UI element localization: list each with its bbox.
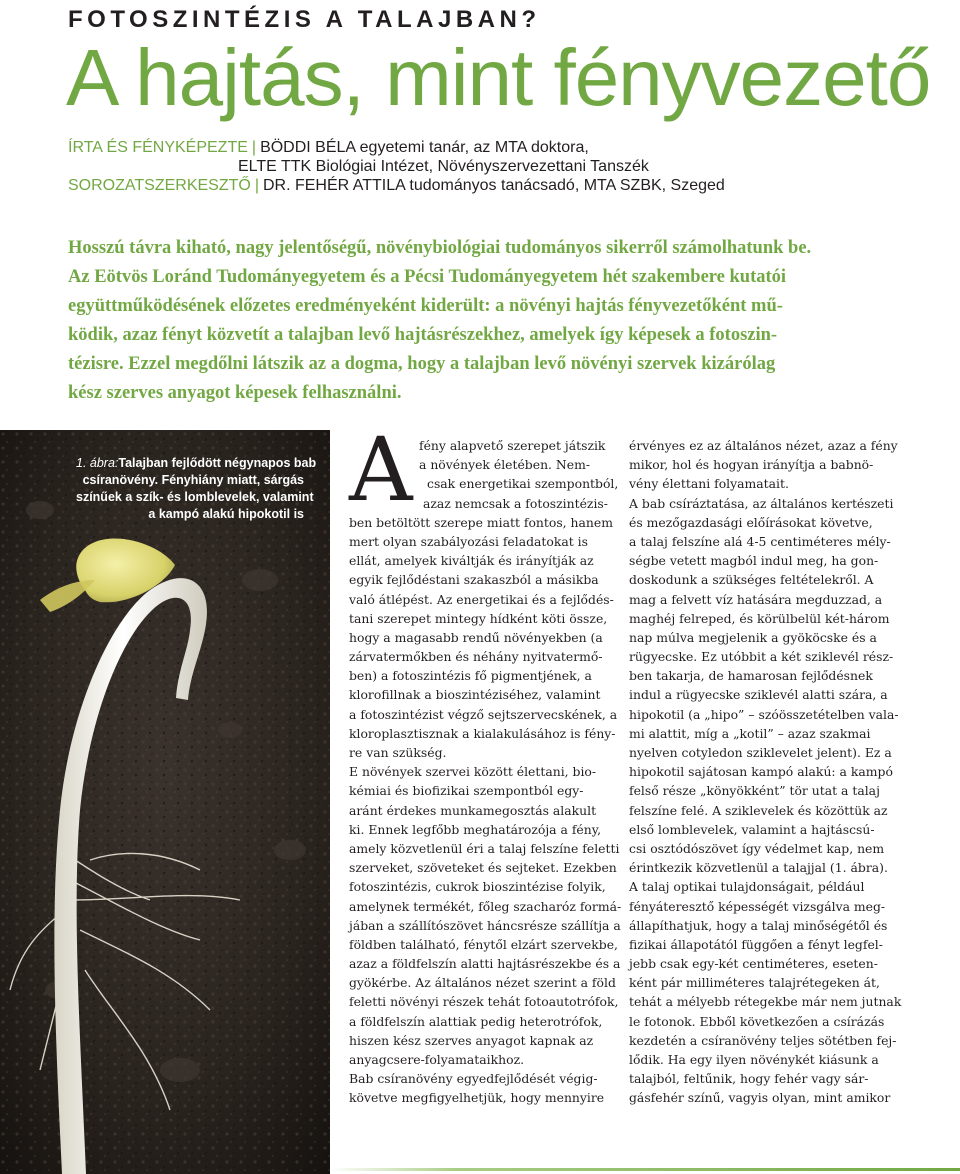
author-name: BÖDDI BÉLA egyetemi tanár, az MTA doktora,	[260, 139, 589, 156]
credit-separator: |	[254, 177, 259, 194]
body-line: a növények életében. Nem-	[419, 457, 591, 473]
body-line: kémiai és biofizikai szempontból egy-	[349, 783, 584, 799]
body-line: Bab csíranövény egyedfejlődését végig-	[349, 1071, 598, 1087]
body-line: követve megfigyelhetjük, hogy mennyire	[349, 1090, 605, 1106]
body-line: anyagcsere-folyamataikhoz.	[349, 1052, 525, 1067]
body-line: aránt érdekes munkamegosztás alakult	[349, 802, 597, 818]
body-line: felső része „könyökként” tör utat a talaj	[629, 783, 880, 799]
body-line: rügyecske. Ez utóbbit a két sziklevél rész-	[629, 649, 894, 665]
body-line: lődik. Ha egy ilyen növénykét kiásunk a	[629, 1052, 879, 1067]
footer-rule	[330, 1168, 960, 1171]
body-line: gásfehér színű, vagyis olyan, mint amikor	[629, 1090, 891, 1106]
author-affiliation: ELTE TTK Biológiai Intézet, Növényszervezettani Tanszék	[238, 158, 649, 175]
body-line: a földfelszín alattiak pedig heterotrófok,	[349, 1013, 603, 1029]
body-line: amely közvetlenül éri a talaj felszíne feletti	[349, 840, 620, 856]
lead-line: Hosszú távra kiható, nagy jelentőségű, növénybiológiai tudományos sikerről számolhatunk be.	[68, 238, 812, 258]
lead-line: tézisre. Ezzel megdőlni látszik az a dogma, hogy a talajban levő növényi szervek kizárólag	[68, 354, 776, 374]
body-line: ki. Ennek legfőbb meghatározója a fény,	[349, 821, 602, 837]
body-line: amelynek termékét, főleg szacharóz formá-	[349, 898, 622, 914]
body-line: földben található, fénytől elzárt szervekbe,	[349, 936, 618, 952]
body-line: mert olyan szabályozási feladatokat is	[349, 533, 589, 549]
body-line: doskodunk a szükséges feltételekről. A	[629, 572, 874, 588]
body-line: E növények szervei között élettani, bio-	[349, 764, 597, 780]
lead-line: Az Eötvös Loránd Tudományegyetem és a Pécsi Tudományegyetem hét szakembere kutatói	[68, 267, 787, 287]
body-line: azaz nemcsak a fotoszintézis-	[423, 495, 608, 511]
drop-cap: A	[349, 418, 413, 521]
author-label: ÍRTA ÉS FÉNYKÉPEZTE	[68, 139, 248, 156]
body-line: csak energetikai szempontból,	[427, 476, 619, 492]
body-line: le fotonok. Ebből következően a csírázás	[629, 1013, 885, 1029]
body-line: ségbe vetett magból indul meg, ha gon-	[629, 553, 879, 569]
lead-line: együttműködésének előzetes eredményeként kiderült: a növényi hajtás fényvezetőként mű-	[68, 296, 783, 316]
body-line: fizikai állapotától függően a fényt legfel-	[629, 936, 883, 952]
body-line: tani szerepet mintegy hídként köti össze,	[349, 610, 608, 626]
body-line: mag a felvett víz hatására megduzzad, a	[629, 591, 883, 607]
body-line: klorofillnak a bioszintéziséhez, valamint	[349, 687, 601, 703]
body-line: mikor, hol és hogyan irányítja a babnö-	[629, 457, 874, 473]
body-line: ben takarja, de hamarosan fejlődésnek	[629, 668, 873, 684]
body-line: feletti növényi részek tehát fotoautotrófok,	[349, 994, 619, 1010]
caption-line-1	[76, 455, 317, 472]
body-column-right	[629, 436, 902, 1108]
section-kicker: FOTOSZINTÉZIS A TALAJBAN?	[68, 6, 541, 33]
lead-line: ködik, azaz fényt közvetít a talajban levő hajtásrészekhez, amelyek így képesek a fotoszin-	[68, 325, 778, 345]
body-line: érvényes ez az általános nézet, azaz a fény	[629, 438, 898, 453]
body-line: fény alapvető szerepet játszik	[419, 438, 606, 453]
editor-name: DR. FEHÉR ATTILA tudományos tanácsadó, MTA SZBK, Szeged	[262, 177, 725, 194]
body-line: mi alattit, míg a „kotil” – azaz szakmai	[629, 725, 871, 741]
body-column-middle	[349, 436, 622, 1108]
editor-label: SOROZATSZERKESZTŐ	[68, 177, 251, 194]
caption-line: a kampó alakú hipokotil is	[148, 507, 304, 521]
body-line: hipokotil (a „hipo” – szóösszetételben vala-	[629, 706, 899, 722]
body-line: gyökérbe. Az általános nézet szerint a föld	[349, 975, 616, 991]
body-line: ben) a fotoszintézis fő pigmentjének, a	[349, 668, 592, 684]
body-line: és mezőgazdasági előírásokat követve,	[629, 514, 873, 530]
body-line: re van szükség.	[349, 745, 447, 760]
body-line: ellát, amelyek kiváltják és irányítják az	[349, 553, 594, 569]
body-line: jában a szállítószövet háncsrésze szállítja a	[349, 917, 621, 933]
caption-line: Talajban fejlődött négynapos bab	[118, 456, 317, 470]
caption-line: csíranövény. Fényhiány miatt, sárgás	[82, 473, 304, 487]
body-line: csi osztódószövet így védelmet kap, nem	[629, 840, 885, 856]
body-line: felszíne felé. A sziklevelek és közöttük az	[629, 802, 888, 818]
caption-line: színűek a szík- és lomblevelek, valamint	[76, 490, 314, 504]
body-line: fényáteresztő képességét vizsgálva meg-	[629, 898, 886, 914]
body-line: kloroplasztisznak a kialakulásához is fény-	[349, 725, 616, 741]
figure-caption	[76, 455, 317, 523]
figure-number: 1. ábra:	[76, 456, 119, 470]
body-line: való átlépést. Az energetikai és a fejlődés-	[349, 591, 614, 607]
body-line: zárvatermőkben és néhány nyitvatermő-	[349, 649, 603, 665]
body-line: hogy a magasabb rendű növényekben (a	[349, 629, 603, 645]
body-line: hipokotil sajátosan kampó alakú: a kampó	[629, 764, 893, 780]
body-line: jebb csak egy-két centiméteres, eseten-	[629, 956, 878, 972]
lead-paragraph	[68, 234, 900, 408]
bean-seedling-image	[0, 430, 330, 1174]
body-line: indul a rügyecske sziklevél alatti szára, a	[629, 687, 888, 703]
body-line: azaz a földfelszín alatti hajtásrészekbe és a	[349, 956, 621, 972]
body-line: maghéj felreped, és körülbelül két-három	[629, 610, 890, 626]
body-line: fotoszintézis, cukrok bioszintézise folyik,	[349, 879, 606, 895]
body-line: szerveket, szöveteket és sejteket. Ezekben	[349, 860, 617, 876]
body-line: állapíthatjuk, hogy a talaj minőségétől és	[629, 917, 888, 933]
body-line: A bab csíráztatása, az általános kertészeti	[629, 495, 894, 511]
body-line: ben betöltött szerepe miatt fontos, hanem	[349, 514, 613, 530]
body-line: egyik fejlődéstani szakaszból a másikba	[349, 572, 599, 588]
article-title: A hajtás, mint fényvezető	[66, 33, 931, 122]
body-line: A talaj optikai tulajdonságait, például	[629, 879, 865, 895]
body-line: tehát a mélyebb rétegekbe már nem jutnak	[629, 994, 902, 1010]
body-line: vény élettani folyamatait.	[629, 476, 789, 492]
lead-line: kész szerves anyagot képesek felhasználni.	[68, 383, 402, 403]
body-line: a talaj felszíne alá 4-5 centiméteres mély-	[629, 533, 891, 549]
body-line: érintkezik közvetlenül a talajjal (1. ábra).	[629, 860, 888, 876]
body-line: nyelven cotyledon sziklevelet jelent). Ez a	[629, 745, 892, 760]
seedling-photo	[0, 430, 330, 1174]
credit-separator: |	[251, 139, 257, 156]
body-line: a fotoszintézist végző sejtszervecskének, a	[349, 706, 618, 722]
body-line: első lomblevelek, valamint a hajtáscsú-	[629, 821, 875, 837]
body-line: talajból, feltűnik, hogy fehér vagy sár-	[629, 1071, 869, 1087]
body-line: hiszen kész szerves anyagot kapnak az	[349, 1032, 594, 1048]
editor-credit	[68, 176, 725, 195]
author-credit	[68, 138, 725, 157]
article-credits	[68, 138, 725, 195]
body-line: kezdetén a csíranövény teljes sötétben fej-	[629, 1032, 897, 1048]
body-line: ként pár milliméteres talajrétegeken át,	[629, 975, 880, 991]
body-line: nap múlva megjelenik a gyököcske és a	[629, 629, 877, 645]
